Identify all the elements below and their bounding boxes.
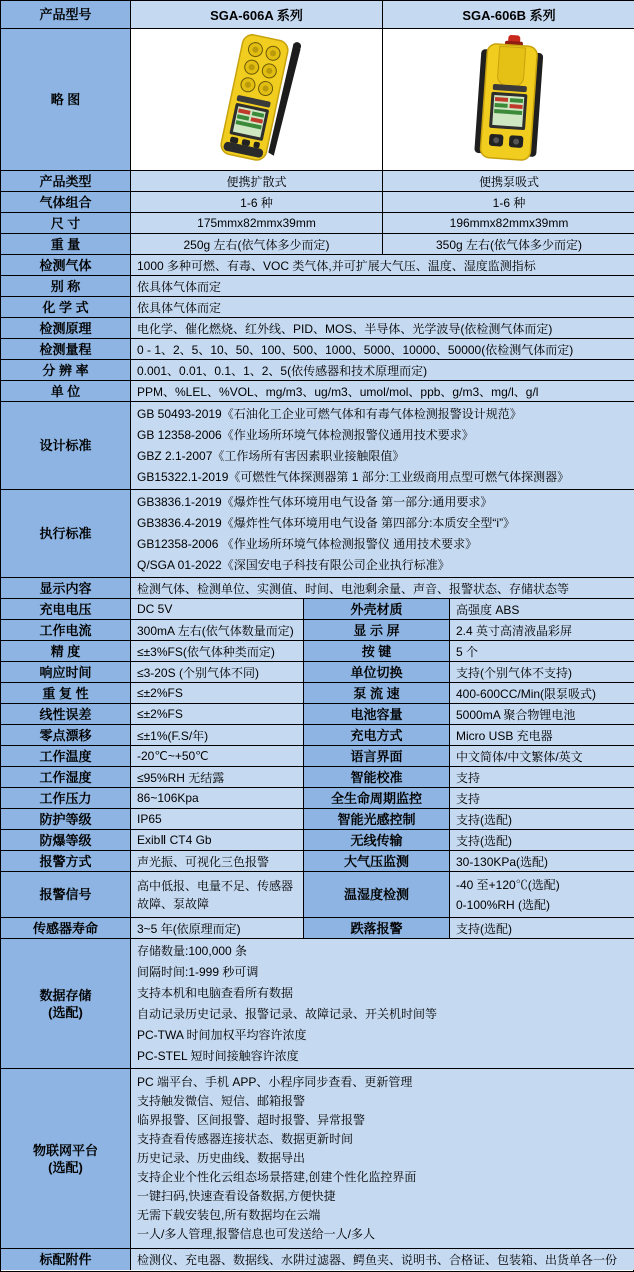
language-label: 语言界面 <box>304 746 450 767</box>
row-data-storage <box>1 939 633 1069</box>
exec-standard-line: Q/SGA 01-2022《深国安电子科技有限公司企业执行标准》 <box>137 557 450 572</box>
row-work-current <box>1 620 633 641</box>
storage-line: 自动记录历史记录、报警记录、故障记录、开关机时间等 <box>137 1006 438 1021</box>
charge-method-value: Micro USB 充电器 <box>450 725 634 746</box>
formula-value: 依具体气体而定 <box>131 297 634 318</box>
row-size <box>1 213 633 234</box>
iot-line: 无需下载安装包,所有数据均在云端 <box>137 1208 321 1222</box>
row-detect-gas <box>1 255 633 276</box>
storage-line: 支持本机和电脑查看所有数据 <box>137 985 294 1000</box>
gas-combo-label: 气体组合 <box>1 192 131 213</box>
work-temp-value: -20℃~+50℃ <box>131 746 304 767</box>
buttons-label: 按 键 <box>304 641 450 662</box>
iot-platform-label-line: 物联网平台 <box>32 1142 98 1158</box>
temp-range-line: -40 至+120℃(选配) <box>456 877 560 892</box>
row-product-model <box>1 1 633 29</box>
iot-platform-label <box>1 1069 131 1249</box>
gas-detector-pump-image <box>454 33 564 167</box>
row-accessories <box>1 1249 633 1270</box>
ex-grade-value: ExibⅡ CT4 Gb <box>131 830 304 851</box>
alarm-mode-value: 声光振、可视化三色报警 <box>131 851 304 872</box>
data-storage-label <box>1 939 131 1069</box>
display-screen-label: 显 示 屏 <box>304 620 450 641</box>
response-time-label: 响应时间 <box>1 662 131 683</box>
row-unit <box>1 381 633 402</box>
size-label: 尺 寸 <box>1 213 131 234</box>
size-a: 175mmx82mmx39mm <box>131 213 383 234</box>
language-value: 中文简体/中文繁体/英文 <box>450 746 634 767</box>
row-principle <box>1 318 633 339</box>
work-pressure-label: 工作压力 <box>1 788 131 809</box>
storage-line: 间隔时间:1-999 秒可调 <box>137 964 259 979</box>
storage-line: PC-STEL 短时间接触容许浓度 <box>137 1048 299 1063</box>
zero-drift-value: ≤±1%(F.S/年) <box>131 725 304 746</box>
iot-line: 支持查看传感器连接状态、数据更新时间 <box>137 1132 354 1146</box>
row-charge-voltage <box>1 599 633 620</box>
light-sense-label: 智能光感控制 <box>304 809 450 830</box>
design-standard-line: GBZ 2.1-2007《工作场所有害因素职业接触限值》 <box>137 448 405 463</box>
row-work-pressure <box>1 788 633 809</box>
row-work-temp <box>1 746 633 767</box>
detect-gas-value: 1000 多种可燃、有毒、VOC 类气体,并可扩展大气压、温度、湿度监测指标 <box>131 255 634 276</box>
lifecycle-monitor-value: 支持 <box>450 788 634 809</box>
row-gas-combo <box>1 192 633 213</box>
row-linearity <box>1 704 633 725</box>
repeatability-value: ≤±2%FS <box>131 683 304 704</box>
shell-material-value: 高强度 ABS <box>450 599 634 620</box>
row-alias <box>1 276 633 297</box>
iot-line: 历史记录、历史曲线、数据导出 <box>137 1151 306 1165</box>
sketch-label: 略 图 <box>1 29 131 171</box>
battery-value: 5000mA 聚合物锂电池 <box>450 704 634 725</box>
detect-gas-label: 检测气体 <box>1 255 131 276</box>
accessories-label: 标配附件 <box>1 1249 131 1270</box>
accuracy-label: 精 度 <box>1 641 131 662</box>
shell-material-label: 外壳材质 <box>304 599 450 620</box>
row-zero-drift <box>1 725 633 746</box>
row-formula <box>1 297 633 318</box>
alias-label: 别 称 <box>1 276 131 297</box>
gas-detector-diffusion-image <box>197 33 317 167</box>
row-range <box>1 339 633 360</box>
data-storage-value <box>131 939 634 1069</box>
response-time-value: ≤3-20S (个别气体不同) <box>131 662 304 683</box>
row-accuracy <box>1 641 633 662</box>
row-ip-grade <box>1 809 633 830</box>
charge-voltage-value: DC 5V <box>131 599 304 620</box>
row-alarm-mode <box>1 851 633 872</box>
work-humidity-value: ≤95%RH 无结露 <box>131 767 304 788</box>
buttons-value: 5 个 <box>450 641 634 662</box>
baro-monitor-label: 大气压监测 <box>304 851 450 872</box>
alarm-signal-value: 高中低报、电量不足、传感器故障、泵故障 <box>131 872 304 918</box>
charge-voltage-label: 充电电压 <box>1 599 131 620</box>
range-label: 检测量程 <box>1 339 131 360</box>
row-weight <box>1 234 633 255</box>
accessories-value: 检测仪、充电器、数据线、水阱过滤器、鳄鱼夹、说明书、合格证、包装箱、出货单各一份 <box>131 1249 634 1270</box>
drop-alarm-value: 支持(选配) <box>450 918 634 939</box>
iot-line: 临界报警、区间报警、超时报警、异常报警 <box>137 1113 366 1127</box>
row-ex-grade <box>1 830 633 851</box>
sensor-life-label: 传感器寿命 <box>1 918 131 939</box>
range-value: 0 - 1、2、5、10、50、100、500、1000、5000、10000、50000(依检测气体而定) <box>131 339 634 360</box>
iot-line: 支持触发微信、短信、邮箱报警 <box>137 1094 306 1108</box>
alarm-mode-label: 报警方式 <box>1 851 131 872</box>
iot-line: 支持企业个性化云组态场景搭建,创建个性化监控界面 <box>137 1170 417 1184</box>
principle-label: 检测原理 <box>1 318 131 339</box>
row-resolution <box>1 360 633 381</box>
model-b-header: SGA-606B 系列 <box>383 1 634 29</box>
smart-calibration-value: 支持 <box>450 767 634 788</box>
product-image-sga606b <box>383 29 634 171</box>
weight-a: 250g 左右(依气体多少而定) <box>131 234 383 255</box>
exec-standard-line: GB3836.4-2019《爆炸性气体环境用电气设备 第四部分:本质安全型“i”》 <box>137 515 516 530</box>
row-sketch <box>1 29 633 171</box>
row-product-type <box>1 171 633 192</box>
work-temp-label: 工作温度 <box>1 746 131 767</box>
battery-label: 电池容量 <box>304 704 450 725</box>
header-label: 产品型号 <box>1 1 131 29</box>
row-display-content <box>1 578 633 599</box>
linearity-label: 线性误差 <box>1 704 131 725</box>
wireless-label: 无线传输 <box>304 830 450 851</box>
product-type-label: 产品类型 <box>1 171 131 192</box>
product-type-a: 便携扩散式 <box>131 171 383 192</box>
ex-grade-label: 防爆等级 <box>1 830 131 851</box>
exec-standards-label: 执行标准 <box>1 490 131 578</box>
pump-module <box>497 46 526 88</box>
exec-standard-line: GB12358-2006 《作业场所环境气体检测报警仪 通用技术要求》 <box>137 536 478 551</box>
row-repeatability <box>1 683 633 704</box>
storage-line: 存储数量:100,000 条 <box>137 943 248 958</box>
ip-grade-label: 防护等级 <box>1 809 131 830</box>
baro-monitor-value: 30-130KPa(选配) <box>450 851 634 872</box>
pump-flow-label: 泵 流 速 <box>304 683 450 704</box>
wireless-value: 支持(选配) <box>450 830 634 851</box>
work-current-label: 工作电流 <box>1 620 131 641</box>
accuracy-value: ≤±3%FS(依气体种类而定) <box>131 641 304 662</box>
gas-combo-b: 1-6 种 <box>383 192 634 213</box>
row-iot-platform <box>1 1069 633 1249</box>
product-type-b: 便携泵吸式 <box>383 171 634 192</box>
alias-value: 依具体气体而定 <box>131 276 634 297</box>
pump-flow-value: 400-600CC/Min(限泵吸式) <box>450 683 634 704</box>
exec-standards-value <box>131 490 634 578</box>
smart-calibration-label: 智能校准 <box>304 767 450 788</box>
data-storage-label-line: (选配) <box>48 1004 83 1020</box>
product-image-sga606a <box>131 29 383 171</box>
repeatability-label: 重 复 性 <box>1 683 131 704</box>
alarm-signal-label: 报警信号 <box>1 872 131 918</box>
iot-platform-value <box>131 1069 634 1249</box>
resolution-value: 0.001、0.01、0.1、1、2、5(依传感器和技术原理而定) <box>131 360 634 381</box>
row-sensor-life <box>1 918 633 939</box>
zero-drift-label: 零点漂移 <box>1 725 131 746</box>
principle-value: 电化学、催化燃烧、红外线、PID、MOS、半导体、光学波导(依检测气体而定) <box>131 318 634 339</box>
iot-line: PC 端平台、手机 APP、小程序同步查看、更新管理 <box>137 1075 413 1089</box>
design-standards-value <box>131 402 634 490</box>
row-exec-standards <box>1 490 633 578</box>
charge-method-label: 充电方式 <box>304 725 450 746</box>
row-design-standards <box>1 402 633 490</box>
display-screen-value: 2.4 英寸高清液晶彩屏 <box>450 620 634 641</box>
work-humidity-label: 工作湿度 <box>1 767 131 788</box>
iot-line: 一键扫码,快速查看设备数据,方便快捷 <box>137 1189 336 1203</box>
display-content-label: 显示内容 <box>1 578 131 599</box>
iot-line: 一人/多人管理,报警信息也可发送给一人/多人 <box>137 1227 376 1241</box>
formula-label: 化 学 式 <box>1 297 131 318</box>
temp-humidity-detect-value <box>450 872 634 918</box>
gas-combo-a: 1-6 种 <box>131 192 383 213</box>
data-storage-label-line: 数据存储 <box>39 987 92 1003</box>
design-standard-line: GB 12358-2006《作业场所环境气体检测报警仪通用技术要求》 <box>137 427 474 442</box>
row-response-time <box>1 662 633 683</box>
unit-label: 单 位 <box>1 381 131 402</box>
light-sense-value: 支持(选配) <box>450 809 634 830</box>
unit-switch-label: 单位切换 <box>304 662 450 683</box>
lifecycle-monitor-label: 全生命周期监控 <box>304 788 450 809</box>
work-pressure-value: 86~106Kpa <box>131 788 304 809</box>
row-work-humidity <box>1 767 633 788</box>
storage-line: PC-TWA 时间加权平均容许浓度 <box>137 1027 307 1042</box>
model-a-header: SGA-606A 系列 <box>131 1 383 29</box>
unit-value: PPM、%LEL、%VOL、mg/m3、ug/m3、umol/mol、ppb、g/m3、mg/l、g/l <box>131 381 634 402</box>
size-b: 196mmx82mmx39mm <box>383 213 634 234</box>
humidity-range-line: 0-100%RH (选配) <box>456 897 551 912</box>
design-standards-label: 设计标准 <box>1 402 131 490</box>
weight-b: 350g 左右(依气体多少而定) <box>383 234 634 255</box>
iot-platform-label-line: (选配) <box>48 1159 83 1175</box>
exec-standard-line: GB3836.1-2019《爆炸性气体环境用电气设备 第一部分:通用要求》 <box>137 494 493 509</box>
display-content-value: 检测气体、检测单位、实测值、时间、电池剩余量、声音、报警状态、存储状态等 <box>131 578 634 599</box>
work-current-value: 300mA 左右(依气体数量而定) <box>131 620 304 641</box>
row-alarm-signal <box>1 872 633 918</box>
design-standard-line: GB 50493-2019《石油化工企业可燃气体和有毒气体检测报警设计规范》 <box>137 406 522 421</box>
drop-alarm-label: 跌落报警 <box>304 918 450 939</box>
unit-switch-value: 支持(个别气体不支持) <box>450 662 634 683</box>
resolution-label: 分 辨 率 <box>1 360 131 381</box>
design-standard-line: GB15322.1-2019《可燃性气体探测器第 1 部分:工业级商用点型可燃气体探测器》 <box>137 469 570 484</box>
ip-grade-value: IP65 <box>131 809 304 830</box>
temp-humidity-detect-label: 温湿度检测 <box>304 872 450 918</box>
sensor-life-value: 3~5 年(依原理而定) <box>131 918 304 939</box>
weight-label: 重 量 <box>1 234 131 255</box>
linearity-value: ≤±2%FS <box>131 704 304 725</box>
